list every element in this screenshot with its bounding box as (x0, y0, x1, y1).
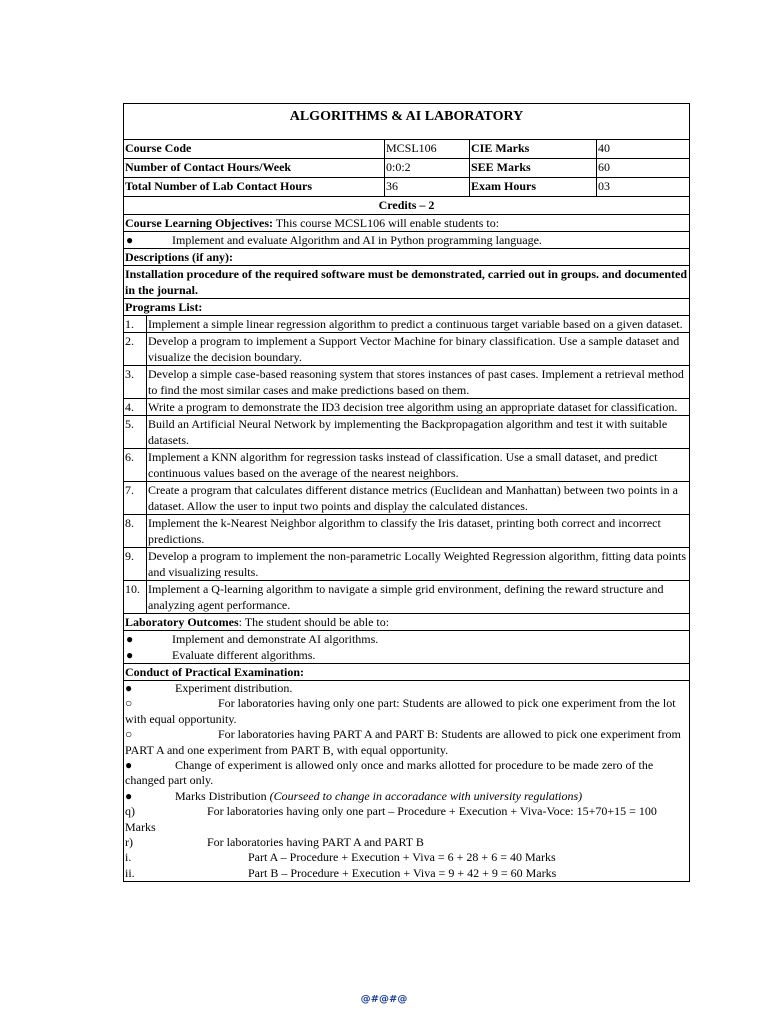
info-value: MCSL106 (385, 140, 470, 158)
bullet-icon: ● (126, 632, 134, 646)
list-marker: ii. (125, 865, 135, 880)
program-item (124, 366, 689, 399)
info-label: Exam Hours (470, 178, 597, 196)
outcome-item (124, 631, 689, 647)
conduct-r (125, 835, 689, 850)
objectives-text: This course MCSL106 will enable students to: (272, 216, 500, 230)
outcomes-heading: Laboratory Outcomes (125, 615, 239, 629)
conduct-ii-text: Part B – Procedure + Execution + Viva = 9 + 42 + 9 = 60 Marks (248, 865, 557, 880)
program-item (124, 548, 689, 581)
info-label: Course Code (124, 140, 385, 158)
outcomes-list (124, 631, 689, 664)
program-text: Implement a KNN algorithm for regression tasks instead of classification. Use a small dataset, and predict continuous values based on the average of the nearest neighbors. (148, 450, 658, 480)
info-label: Number of Contact Hours/Week (124, 159, 385, 177)
program-item (124, 515, 689, 548)
program-item (124, 581, 689, 614)
program-item (124, 416, 689, 449)
objectives-heading: Course Learning Objectives: (125, 216, 273, 230)
program-number: 5. (124, 416, 147, 448)
info-row-lab-hours (124, 178, 689, 197)
footer-mark: @#@#@ (360, 994, 408, 1005)
program-number: 9. (124, 548, 147, 580)
program-item (124, 316, 689, 333)
program-number: 3. (124, 366, 147, 398)
conduct-change-text: Change of experiment is allowed only once and marks allotted for procedure to be made zero of the changed part only. (125, 758, 654, 788)
program-item (124, 333, 689, 366)
conduct-body (124, 681, 689, 881)
page-title: ALGORITHMS & AI LABORATORY (124, 104, 689, 140)
program-text: Create a program that calculates different distance metrics (Euclidean and Manhattan) between two points in a dataset. Allow the user to input two points and display the calculated distances. (148, 483, 678, 513)
conduct-i-text: Part A – Procedure + Execution + Viva = 6 + 28 + 6 = 40 Marks (248, 850, 556, 865)
marks-label: Marks Distribution (175, 788, 270, 803)
outcome-text: Evaluate different algorithms. (172, 648, 316, 662)
info-label: CIE Marks (470, 140, 597, 158)
outcomes-text: : The student should be able to: (238, 615, 390, 629)
bullet-icon: ● (126, 648, 134, 662)
objectives-heading-row (124, 215, 689, 232)
conduct-experiment-text: Experiment distribution. (175, 681, 293, 695)
outcome-text: Implement and demonstrate AI algorithms. (172, 632, 379, 646)
conduct-sub2-text: For laboratories having PART A and PART B: Students are allowed to pick one experiment from PART A and one experiment from PART B, with equal opportunity. (125, 727, 681, 757)
conduct-heading: Conduct of Practical Examination: (124, 664, 689, 681)
info-value: 0:0:2 (385, 159, 470, 177)
program-number: 1. (124, 316, 147, 332)
program-number: 7. (124, 482, 147, 514)
list-marker: r) (125, 835, 133, 850)
program-number: 4. (124, 399, 147, 415)
info-row-contact-hours (124, 159, 689, 178)
conduct-q (125, 804, 689, 835)
info-value: 03 (598, 179, 610, 193)
conduct-sub1 (125, 696, 689, 727)
conduct-ii (125, 866, 689, 881)
program-item (124, 399, 689, 416)
outcome-item (124, 647, 689, 663)
info-value: 36 (385, 178, 470, 196)
info-value: 60 (598, 160, 610, 174)
program-text: Implement the k-Nearest Neighbor algorithm to classify the Iris dataset, printing both correct and incorrect predictions. (148, 516, 661, 546)
bullet-icon: ● (125, 788, 133, 803)
info-row-course-code (124, 140, 689, 159)
program-number: 8. (124, 515, 147, 547)
program-number: 10. (124, 581, 147, 613)
objective-item (124, 232, 689, 249)
program-text: Implement a simple linear regression algorithm to predict a continuous target variable based on a given dataset. (148, 317, 683, 331)
info-label: SEE Marks (470, 159, 597, 177)
program-text: Develop a program to implement a Support Vector Machine for binary classification. Use a sample dataset and visualize the decision boundary. (148, 334, 680, 364)
installation-note: Installation procedure of the required software must be demonstrated, carried out in groups. and documented in the journal. (125, 267, 688, 297)
conduct-marks (125, 789, 689, 804)
bullet-icon: ● (125, 758, 133, 773)
marks-note: (Courseed to change in accoradance with university regulations) (269, 788, 583, 803)
conduct-r-text: For laboratories having PART A and PART B (207, 835, 424, 850)
info-value: 40 (598, 141, 610, 155)
outcomes-heading-row (124, 614, 689, 631)
conduct-q-text: For laboratories having only one part – Procedure + Execution + Viva-Voce: 15+70+15 = 100 Marks (125, 804, 657, 834)
syllabus-table (123, 103, 690, 882)
conduct-experiment (125, 681, 689, 696)
circle-icon: ○ (125, 696, 133, 711)
programs-heading: Programs List: (124, 299, 689, 316)
program-item (124, 449, 689, 482)
bullet-icon: ● (125, 681, 133, 695)
program-text: Develop a program to implement the non-parametric Locally Weighted Regression algorithm, fitting data points and visualizing results. (148, 549, 687, 579)
objective-text: Implement and evaluate Algorithm and AI in Python programming language. (172, 233, 542, 247)
info-label: Total Number of Lab Contact Hours (124, 178, 385, 196)
conduct-sub1-text: For laboratories having only one part: Students are allowed to pick one experiment from the lot with equal opportunity. (125, 696, 676, 726)
list-marker: q) (125, 804, 135, 819)
program-text: Develop a simple case-based reasoning system that stores instances of past cases. Implement a retrieval method to find the most similar cases and make predictions based on them. (148, 367, 684, 397)
program-number: 2. (124, 333, 147, 365)
program-text: Write a program to demonstrate the ID3 decision tree algorithm using an appropriate dataset for classification. (148, 400, 678, 414)
program-text: Build an Artificial Neural Network by implementing the Backpropagation algorithm and test it with suitable datasets. (148, 417, 668, 447)
program-item (124, 482, 689, 515)
circle-icon: ○ (125, 727, 133, 742)
bullet-icon: ● (126, 233, 134, 247)
list-marker: i. (125, 850, 132, 865)
program-number: 6. (124, 449, 147, 481)
program-text: Implement a Q-learning algorithm to navigate a simple grid environment, defining the reward structure and analyzing agent performance. (148, 582, 664, 612)
credits: Credits – 2 (124, 197, 689, 215)
descriptions-heading: Descriptions (if any): (124, 249, 689, 266)
conduct-sub2 (125, 727, 689, 758)
conduct-change (125, 758, 689, 789)
conduct-i (125, 850, 689, 865)
